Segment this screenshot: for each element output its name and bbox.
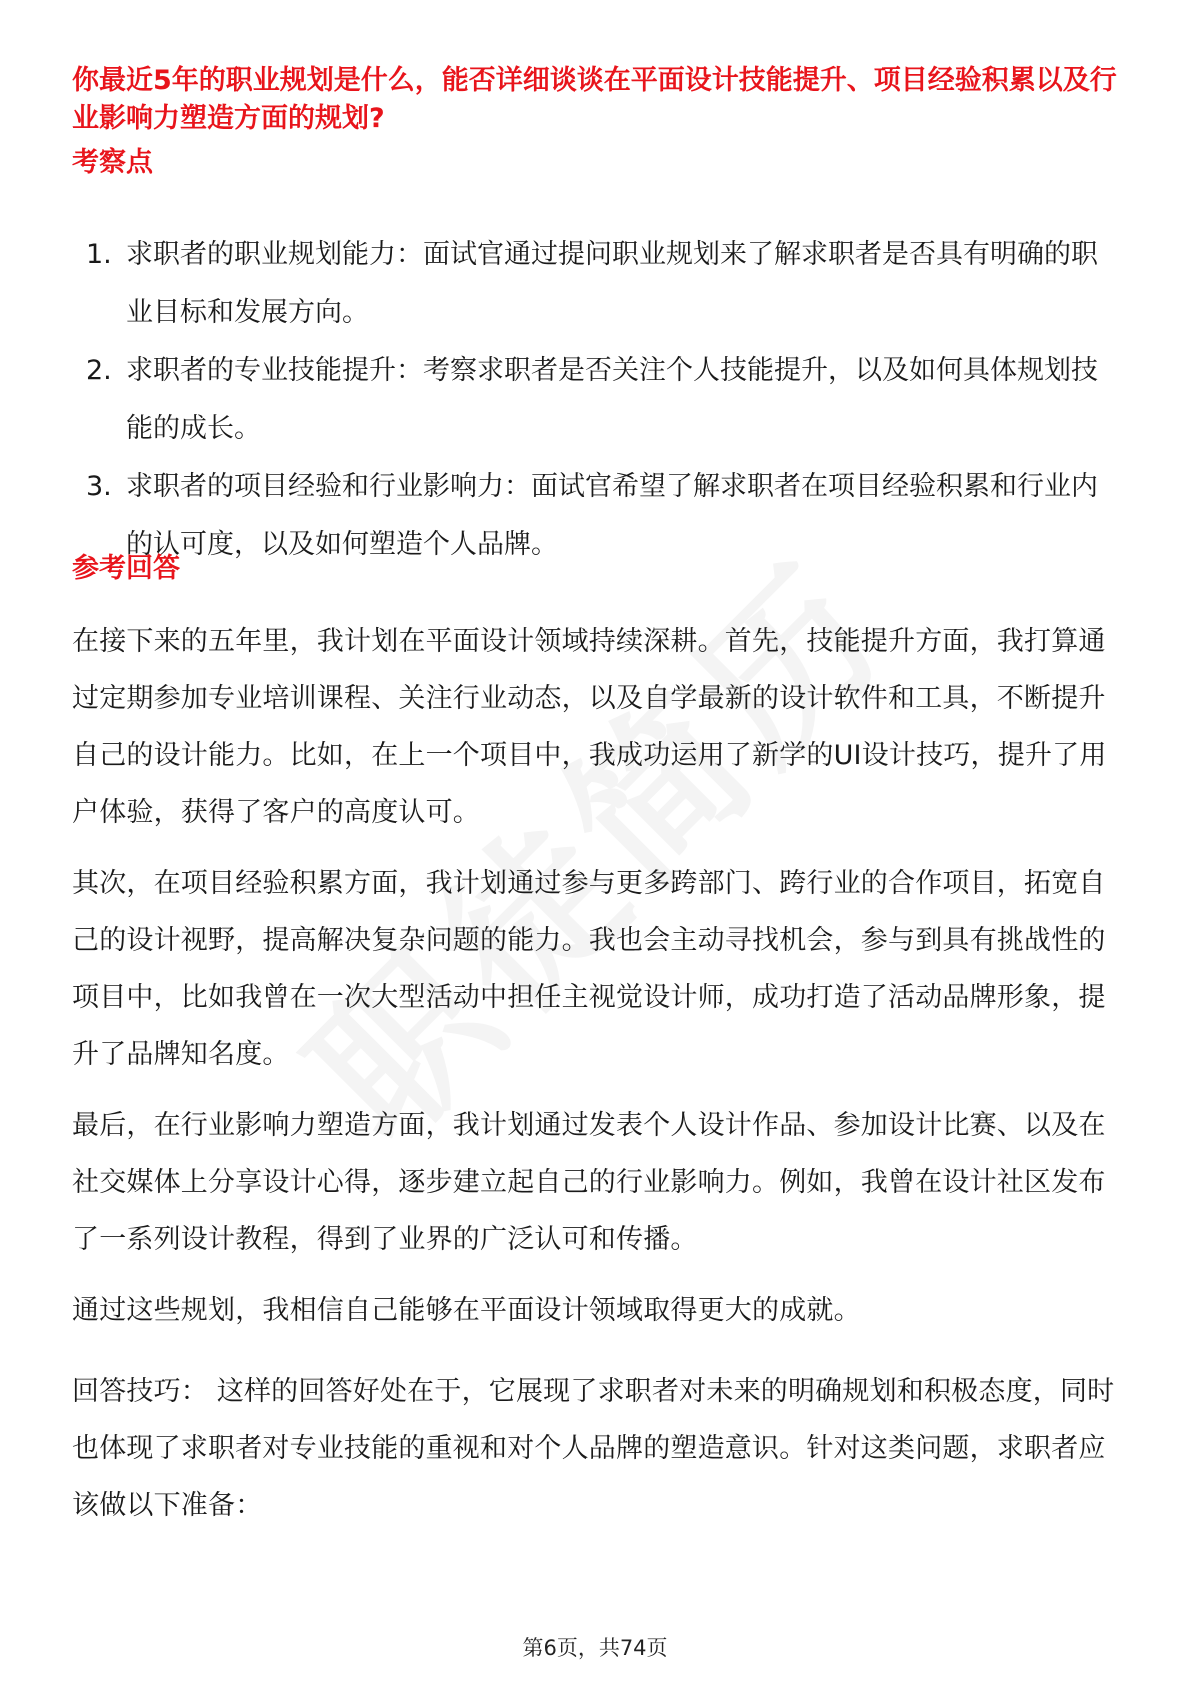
points-list <box>72 226 1122 574</box>
answer-paragraph: 通过这些规划，我相信自己能够在平面设计领域取得更大的成就。 <box>72 1295 861 1326</box>
answer-tips-paragraph: 回答技巧： 这样的回答好处在于，它展现了求职者对未来的明确规划和积极态度，同时也体现了求职者对专业技能的重视和对个人品牌的塑造意识。针对这类问题，求职者应该做以下准备： <box>72 1376 1115 1521</box>
list-item <box>72 226 1122 342</box>
question-heading: 你最近5年的职业规划是什么，能否详细谈谈在平面设计技能提升、项目经验积累以及行业影响力塑造方面的规划? <box>72 65 1117 134</box>
answer-paragraph: 在接下来的五年里，我计划在平面设计领域持续深耕。首先，技能提升方面，我打算通过定期参加专业培训课程、关注行业动态，以及自学最新的设计软件和工具，不断提升自己的设计能力。比如，在上一个项目中，我成功运用了新学的UI设计技巧，提升了用户体验，获得了客户的高度认可。 <box>72 626 1107 828</box>
points-section-title: 考察点 <box>72 147 153 178</box>
answer-paragraph: 最后，在行业影响力塑造方面，我计划通过发表个人设计作品、参加设计比赛、以及在社交媒体上分享设计心得，逐步建立起自己的行业影响力。例如，我曾在设计社区发布了一系列设计教程，得到了业界的广泛认可和传播。 <box>72 1110 1106 1255</box>
page-number: 第6页，共74页 <box>522 1636 668 1660</box>
list-item <box>72 342 1122 458</box>
list-item-text: 求职者的专业技能提升：考察求职者是否关注个人技能提升，以及如何具体规划技能的成长。 <box>126 355 1098 444</box>
list-number: 2. <box>86 355 112 386</box>
answer-section-title: 参考回答 <box>72 553 180 584</box>
list-item-text: 求职者的职业规划能力：面试官通过提问职业规划来了解求职者是否具有明确的职业目标和发展方向。 <box>126 239 1098 328</box>
list-number: 3. <box>86 471 112 502</box>
list-item <box>72 458 1122 574</box>
list-number: 1. <box>86 239 112 270</box>
answer-paragraph: 其次，在项目经验积累方面，我计划通过参与更多跨部门、跨行业的合作项目，拓宽自己的设计视野，提高解决复杂问题的能力。我也会主动寻找机会，参与到具有挑战性的项目中，比如我曾在一次大型活动中担任主视觉设计师，成功打造了活动品牌形象，提升了品牌知名度。 <box>72 868 1106 1070</box>
list-item-text: 求职者的项目经验和行业影响力：面试官希望了解求职者在项目经验积累和行业内的认可度，以及如何塑造个人品牌。 <box>126 471 1098 560</box>
